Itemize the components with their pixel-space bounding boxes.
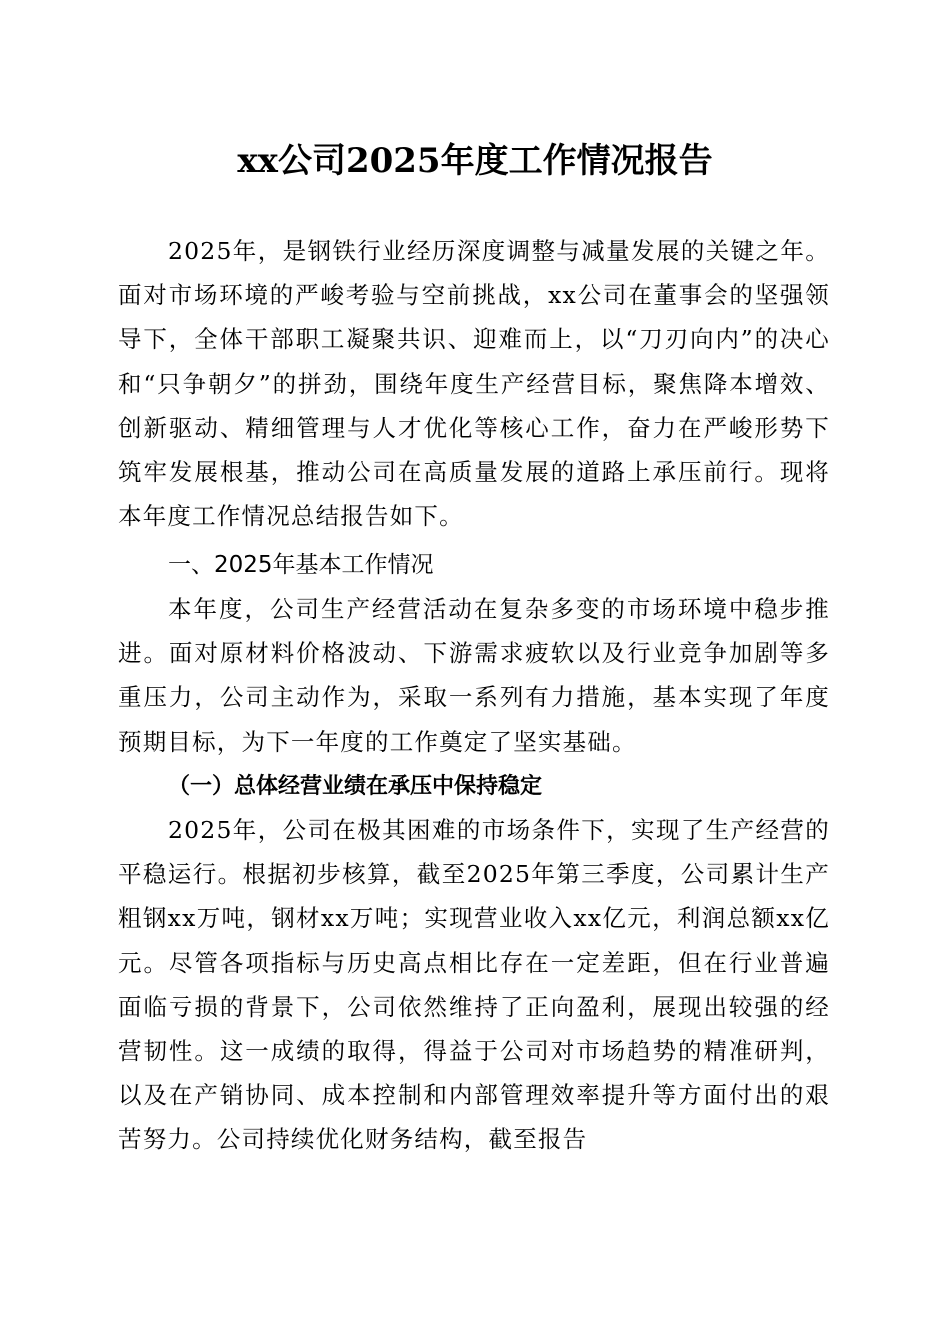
section-heading-1: 一、2025年基本工作情况 — [168, 552, 434, 578]
subsection-heading-1: （一）总体经营业绩在承压中保持稳定 — [168, 773, 543, 799]
document-title: xx公司2025年度工作情况报告 — [237, 141, 713, 181]
section-1-paragraph: 本年度，公司生产经营活动在复杂多变的市场环境中稳步推进。面对原材料价格波动、下游需求疲软以及行业竞争加剧等多重压力，公司主动作为，采取一系列有力措施，基本实现了年度预期目标，为下一年度的工作奠定了坚实基础。 — [118, 595, 830, 756]
intro-paragraph: 2025年，是钢铁行业经历深度调整与减量发展的关键之年。面对市场环境的严峻考验与空前挑战，xx公司在董事会的坚强领导下，全体干部职工凝聚共识、迎难而上，以“刀刃向内”的决心和“只争朝夕”的拼劲，围绕年度生产经营目标，聚焦降本增效、创新驱动、精细管理与人才优化等核心工作，奋力在严峻形势下筑牢发展根基，推动公司在高质量发展的道路上承压前行。现将本年度工作情况总结报告如下。 — [118, 237, 830, 531]
subsection-1-paragraph: 2025年，公司在极其困难的市场条件下，实现了生产经营的平稳运行。根据初步核算，截至2025年第三季度，公司累计生产粗钢xx万吨，钢材xx万吨；实现营业收入xx亿元，利润总额xx亿元。尽管各项指标与历史高点相比存在一定差距，但在行业普遍面临亏损的背景下，公司依然维持了正向盈利，展现出较强的经营韧性。这一成绩的取得，得益于公司对市场趋势的精准研判，以及在产销协同、成本控制和内部管理效率提升等方面付出的艰苦努力。公司持续优化财务结构，截至报告 — [118, 816, 830, 1154]
